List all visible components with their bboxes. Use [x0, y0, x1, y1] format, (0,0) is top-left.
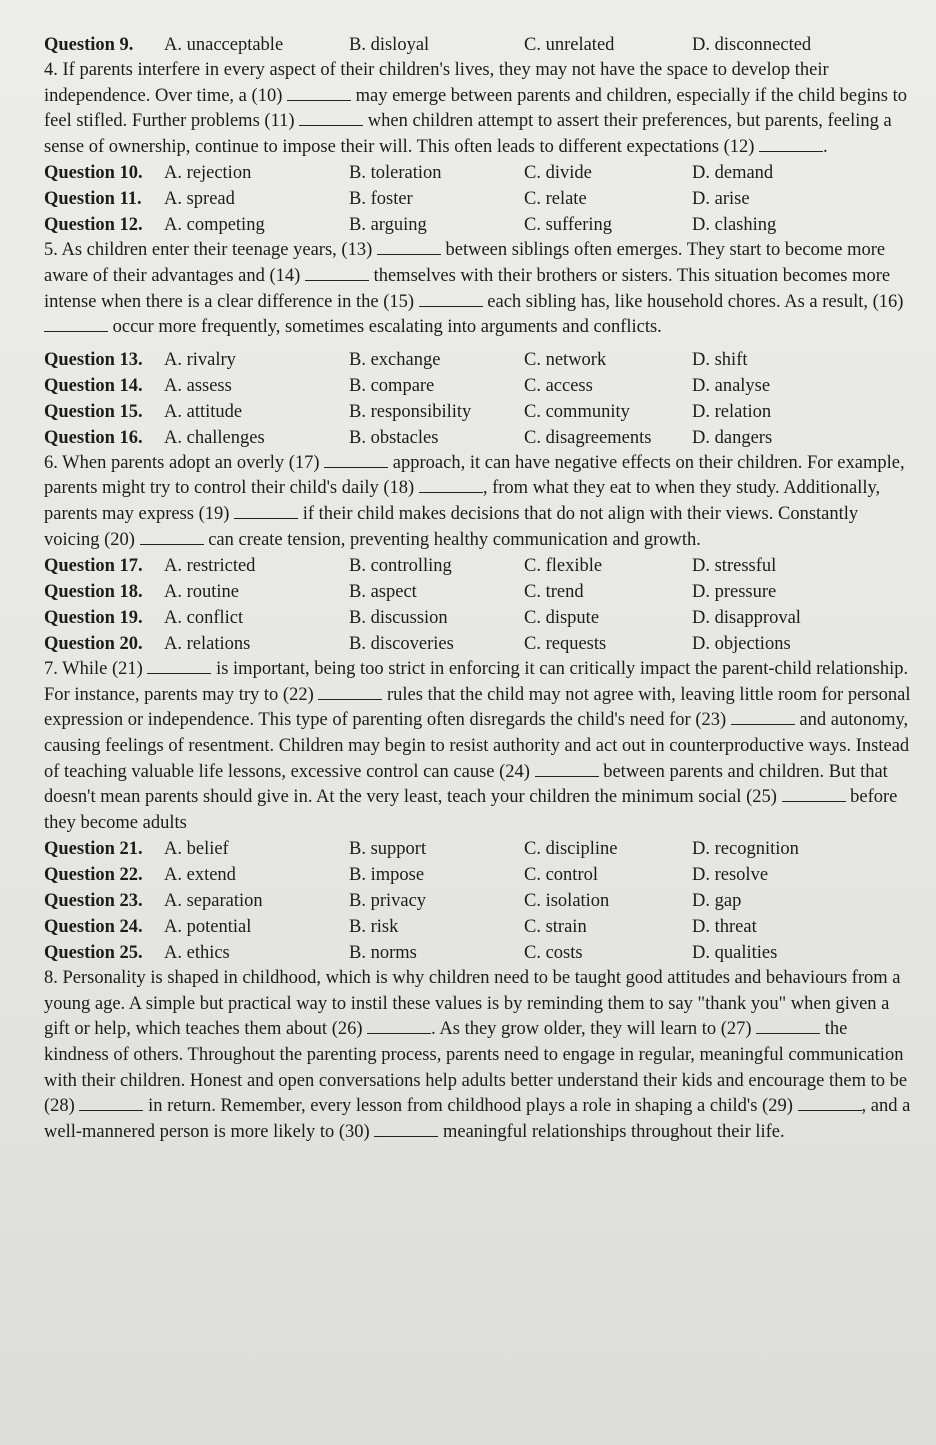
option-b[interactable]: B. discussion [349, 608, 448, 629]
blank-23-number: (23) [695, 710, 727, 731]
blank-24[interactable] [535, 760, 599, 777]
option-d[interactable]: D. objections [692, 634, 791, 655]
question-24-row [44, 914, 916, 940]
question-23-row [44, 888, 916, 914]
option-c[interactable]: C. disagreements [524, 427, 652, 448]
question-label: Question 17. [44, 556, 143, 577]
blank-20[interactable] [140, 528, 204, 545]
option-c[interactable]: C. control [524, 865, 598, 886]
option-c[interactable]: C. community [524, 401, 630, 422]
option-a[interactable]: A. separation [164, 891, 263, 912]
exercise-content [44, 32, 916, 1145]
blank-29[interactable] [798, 1094, 862, 1111]
option-d[interactable]: D. qualities [692, 943, 778, 964]
option-a[interactable]: A. spread [164, 189, 235, 210]
question-18-row [44, 579, 916, 605]
blank-24-number: (24) [499, 761, 530, 782]
blank-28[interactable] [79, 1094, 143, 1111]
question-label: Question 22. [44, 865, 143, 886]
option-a[interactable]: A. restricted [164, 556, 256, 577]
option-a[interactable]: A. rejection [164, 163, 252, 184]
question-16-row [44, 425, 916, 451]
blank-25[interactable] [782, 785, 846, 802]
option-b[interactable]: B. aspect [349, 582, 417, 603]
question-22-row [44, 862, 916, 888]
option-c[interactable]: C. isolation [524, 891, 610, 912]
blank-18[interactable] [419, 476, 483, 493]
option-a[interactable]: A. potential [164, 917, 252, 938]
blank-29-number: (29) [762, 1096, 793, 1117]
blank-30[interactable] [374, 1120, 438, 1137]
blank-14-number: (14) [269, 265, 301, 286]
option-d[interactable]: D. demand [692, 163, 774, 184]
question-14-row [44, 373, 916, 399]
blank-22[interactable] [318, 683, 382, 700]
option-a[interactable]: A. relations [164, 634, 251, 655]
blank-13-number: (13) [341, 240, 373, 261]
blank-11[interactable] [299, 109, 363, 126]
blank-13[interactable] [377, 238, 441, 255]
question-label: Question 14. [44, 375, 143, 396]
blank-26-number: (26) [331, 1019, 363, 1040]
question-label: Question 13. [44, 349, 143, 370]
blank-25-number: (25) [746, 787, 777, 808]
option-d[interactable]: D. stressful [692, 556, 777, 577]
blank-19[interactable] [234, 502, 298, 519]
option-c[interactable]: C. discipline [524, 839, 618, 860]
option-b[interactable]: B. compare [349, 375, 435, 396]
option-b[interactable]: B. privacy [349, 891, 427, 912]
passage-7: 7. While (21) is important, being too strict in enforcing it can critically impact the parent-child relationship. For instance, parents may try to (22) rules that the child may not agree with, leaving little room for personal expression or independence. This type of parenting often disregards the child's need for (23) and autonomy, causing feelings of resentment. Children may begin to resist authority and act out in counterproductive ways. Instead of teaching valuable life lessons, excessive control can cause (24) between parents and children. But that doesn't mean parents should give in. At the very least, teach your children the minimum social (25) before they become adults [44, 659, 911, 833]
question-label: Question 9. [44, 35, 134, 55]
option-a[interactable]: A. ethics [164, 943, 230, 964]
question-10-row [44, 160, 916, 186]
option-d[interactable]: D. dangers [692, 427, 773, 448]
option-b[interactable]: B. obstacles [349, 427, 439, 448]
option-d[interactable]: D. disconnected [692, 35, 812, 55]
option-d[interactable]: D. shift [692, 349, 748, 370]
blank-11-number: (11) [264, 111, 295, 132]
question-21-row [44, 836, 916, 862]
option-c[interactable]: C. flexible [524, 556, 603, 577]
question-label: Question 11. [44, 189, 142, 210]
option-d[interactable]: D. threat [692, 917, 757, 938]
option-d[interactable]: D. analyse [692, 375, 771, 396]
option-d[interactable]: D. relation [692, 401, 772, 422]
blank-17-number: (17) [288, 452, 320, 473]
option-a[interactable]: A. unacceptable [164, 35, 284, 55]
passage-6: 6. When parents adopt an overly (17) approach, it can have negative effects on their children. For example, parents might try to control their child's daily (18) , from what they eat to when they study. Additionally, parents may express (19) if their child makes decisions that do not align with their views. Constantly voicing (20) can create tension, preventing healthy communication and growth. [44, 452, 905, 550]
question-17-row [44, 553, 916, 579]
blank-10[interactable] [287, 84, 351, 101]
question-12-row [44, 212, 916, 238]
option-b[interactable]: B. arguing [349, 215, 427, 236]
question-label: Question 21. [44, 839, 143, 860]
question-label: Question 15. [44, 401, 143, 422]
question-label: Question 12. [44, 215, 143, 236]
blank-12[interactable] [759, 135, 823, 152]
option-c[interactable]: C. unrelated [524, 35, 615, 55]
option-d[interactable]: D. clashing [692, 215, 777, 236]
blank-19-number: (19) [198, 503, 230, 524]
option-b[interactable]: B. foster [349, 189, 413, 210]
question-label: Question 20. [44, 634, 143, 655]
question-15-row [44, 399, 916, 425]
question-label: Question 19. [44, 608, 143, 629]
blank-14[interactable] [305, 264, 369, 281]
blank-16[interactable] [44, 315, 108, 332]
option-d[interactable]: D. resolve [692, 865, 769, 886]
option-d[interactable]: D. recognition [692, 839, 799, 860]
blank-15-number: (15) [383, 291, 415, 312]
blank-23[interactable] [731, 708, 795, 725]
question-20-row [44, 631, 916, 657]
question-label: Question 16. [44, 427, 143, 448]
option-d[interactable]: D. gap [692, 891, 742, 912]
option-b[interactable]: B. responsibility [349, 401, 472, 422]
option-b[interactable]: B. controlling [349, 556, 452, 577]
blank-20-number: (20) [104, 529, 135, 550]
question-25-row [44, 940, 916, 966]
question-9-row [44, 32, 916, 58]
option-a[interactable]: A. extend [164, 865, 236, 886]
option-c[interactable]: C. suffering [524, 215, 613, 236]
blank-30-number: (30) [338, 1121, 370, 1142]
option-b[interactable]: B. risk [349, 917, 399, 938]
question-label: Question 23. [44, 891, 143, 912]
blank-18-number: (18) [383, 478, 415, 499]
option-b[interactable]: B. exchange [349, 349, 441, 370]
passage-4: 4. If parents interfere in every aspect of their children's lives, they may not have the space to develop their independence. Over time, a (10) may emerge between parents and children, especially if the child begins to feel stifled. Further problems (11) when children attempt to assert their preferences, but parents, feeling a sense of ownership, continue to impose their will. This often leads to different expectations (12) . [44, 60, 907, 157]
option-b[interactable]: B. support [349, 839, 427, 860]
option-d[interactable]: D. disapproval [692, 608, 801, 629]
option-a[interactable]: A. attitude [164, 401, 243, 422]
question-label: Question 24. [44, 917, 143, 938]
passage-8: 8. Personality is shaped in childhood, which is why children need to be taught good attitudes and behaviours from a young age. A simple but practical way to instil these values is by reminding them to say "thank you" when given a gift or help, which teaches them about (26) . As they grow older, they will learn to (27) the kindness of others. Throughout the parenting process, parents need to engage in regular, meaningful communication with their children. Honest and open conversations help adults better understand their kids and encourage them to be (28) in return. Remember, every lesson from childhood plays a role in shaping a child's (29) , and a well-mannered person is more likely to (30) meaningful relationships throughout their life. [44, 968, 911, 1142]
option-b[interactable]: B. impose [349, 865, 425, 886]
blank-17[interactable] [324, 451, 388, 468]
option-c[interactable]: C. network [524, 349, 607, 370]
option-c[interactable]: C. requests [524, 634, 607, 655]
question-19-row [44, 605, 916, 631]
option-c[interactable]: C. strain [524, 917, 587, 938]
option-a[interactable]: A. rivalry [164, 349, 236, 370]
option-d[interactable]: D. pressure [692, 582, 777, 603]
option-b[interactable]: B. disloyal [349, 35, 430, 55]
blank-27-number: (27) [720, 1019, 752, 1040]
option-a[interactable]: A. belief [164, 839, 229, 860]
blank-10-number: (10) [251, 85, 283, 106]
blank-16-number: (16) [872, 291, 904, 312]
blank-21[interactable] [147, 657, 211, 674]
option-c[interactable]: C. dispute [524, 608, 600, 629]
option-c[interactable]: C. trend [524, 582, 584, 603]
blank-28-number: (28) [44, 1096, 75, 1117]
option-b[interactable]: B. norms [349, 943, 417, 964]
question-label: Question 18. [44, 582, 143, 603]
option-a[interactable]: A. routine [164, 582, 240, 603]
question-label: Question 25. [44, 943, 143, 964]
option-c[interactable]: C. relate [524, 189, 587, 210]
option-a[interactable]: A. competing [164, 215, 265, 236]
blank-21-number: (21) [112, 659, 143, 680]
blank-22-number: (22) [282, 684, 314, 705]
passage-5: 5. As children enter their teenage years, (13) between siblings often emerges. They start to become more aware of their advantages and (14) themselves with their brothers or sisters. This situation becomes more intense when there is a clear difference in the (15) each sibling has, like household chores. As a result, (16) occur more frequently, sometimes escalating into arguments and conflicts. [44, 240, 904, 338]
question-13-row [44, 347, 916, 373]
option-d[interactable]: D. arise [692, 189, 750, 210]
blank-15[interactable] [419, 290, 483, 307]
option-a[interactable]: A. assess [164, 375, 232, 396]
question-11-row [44, 186, 916, 212]
option-a[interactable]: A. conflict [164, 608, 244, 629]
option-c[interactable]: C. costs [524, 943, 583, 964]
option-c[interactable]: C. access [524, 375, 593, 396]
option-c[interactable]: C. divide [524, 163, 592, 184]
blank-26[interactable] [367, 1017, 431, 1034]
question-label: Question 10. [44, 163, 143, 184]
option-b[interactable]: B. toleration [349, 163, 442, 184]
option-a[interactable]: A. challenges [164, 427, 265, 448]
blank-12-number: (12) [723, 136, 755, 157]
blank-27[interactable] [756, 1017, 820, 1034]
option-b[interactable]: B. discoveries [349, 634, 454, 655]
